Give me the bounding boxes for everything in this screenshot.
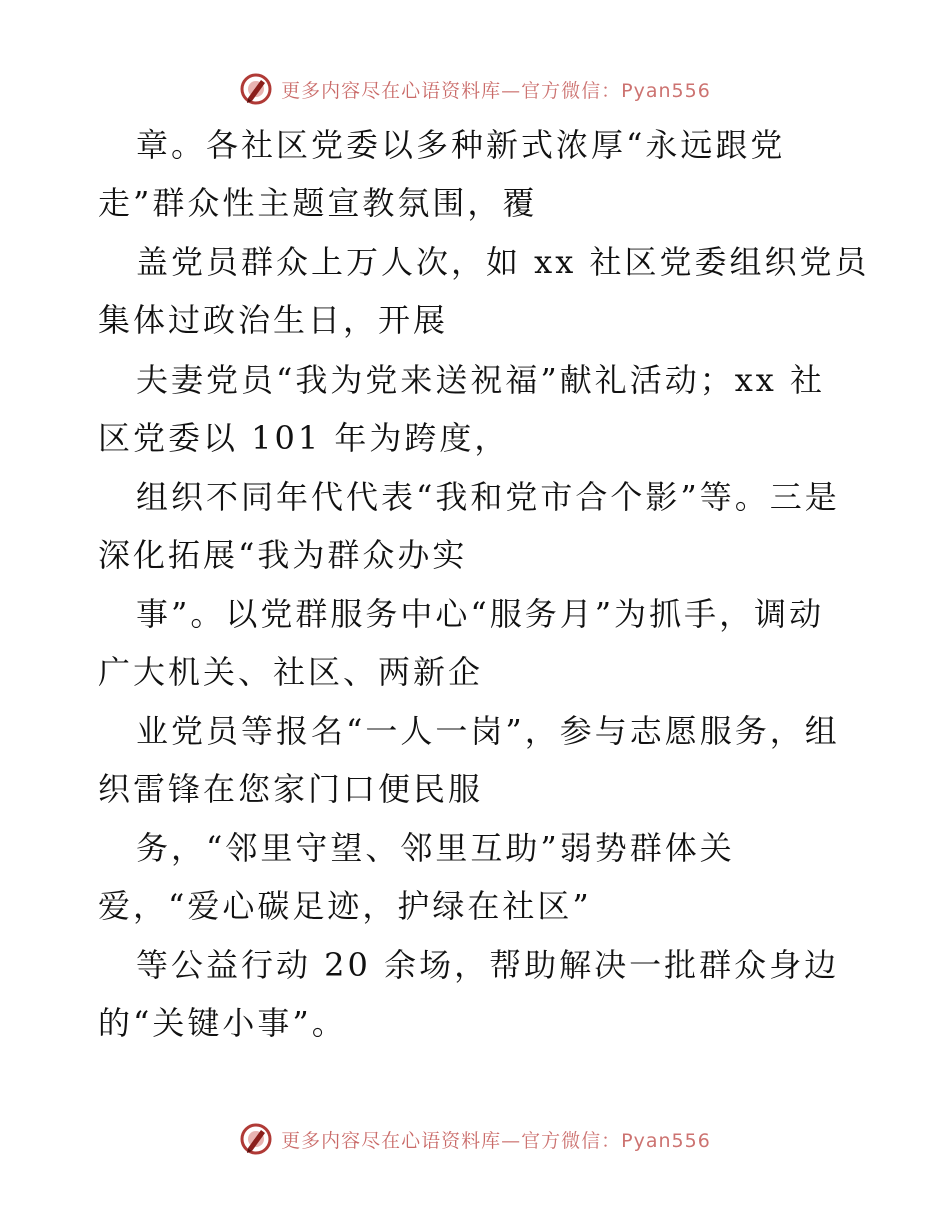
- body-line-13: 务，“邻里守望、邻里互助”弱势群体关: [136, 829, 735, 867]
- header-banner-dash: —: [501, 79, 522, 102]
- body-line-14: 爱，“爱心碳足迹，护绿在社区”: [98, 887, 592, 925]
- body-line-16: 的“关键小事”。: [98, 1004, 347, 1042]
- header-banner-text: [281, 76, 711, 103]
- body-line-11: 业党员等报名“一人一岗”，参与志愿服务，组: [136, 712, 840, 750]
- header-banner-main: 更多内容尽在心语资料库: [281, 79, 502, 102]
- body-line-15: 等公益行动 20 余场，帮助解决一批群众身边: [136, 946, 840, 984]
- body-line-10: 广大机关、社区、两新企: [98, 653, 484, 691]
- footer-banner-wechat: 官方微信：Pyan556: [521, 1129, 711, 1152]
- pen-nib-logo-icon: [239, 72, 273, 106]
- body-line-9: 事”。以党群服务中心“服务月”为抓手，调动: [136, 595, 825, 633]
- pen-nib-logo-icon: [239, 1122, 273, 1156]
- footer-banner-text: [281, 1126, 711, 1153]
- body-line-5: 夫妻党员“我为党来送祝福”献礼活动；xx 社: [136, 361, 825, 399]
- header-banner: [0, 72, 950, 106]
- body-line-8: 深化拓展“我为群众办实: [98, 536, 468, 574]
- body-line-12: 织雷锋在您家门口便民服: [98, 770, 484, 808]
- header-banner-wechat: 官方微信：Pyan556: [521, 79, 711, 102]
- body-line-6: 区党委以 101 年为跨度，: [98, 419, 510, 457]
- body-line-3: 盖党员群众上万人次，如 xx 社区党委组织党员: [136, 243, 870, 281]
- footer-banner-main: 更多内容尽在心语资料库: [281, 1129, 502, 1152]
- footer-banner-dash: —: [501, 1129, 522, 1152]
- footer-banner: [0, 1122, 950, 1156]
- body-line-7: 组织不同年代代表“我和党市合个影”等。三是: [136, 478, 840, 516]
- body-line-2: 走”群众性主题宣教氛围，覆: [98, 184, 538, 222]
- body-line-4: 集体过政治生日，开展: [98, 301, 449, 339]
- body-line-1: 章。各社区党委以多种新式浓厚“永远跟党: [136, 126, 786, 164]
